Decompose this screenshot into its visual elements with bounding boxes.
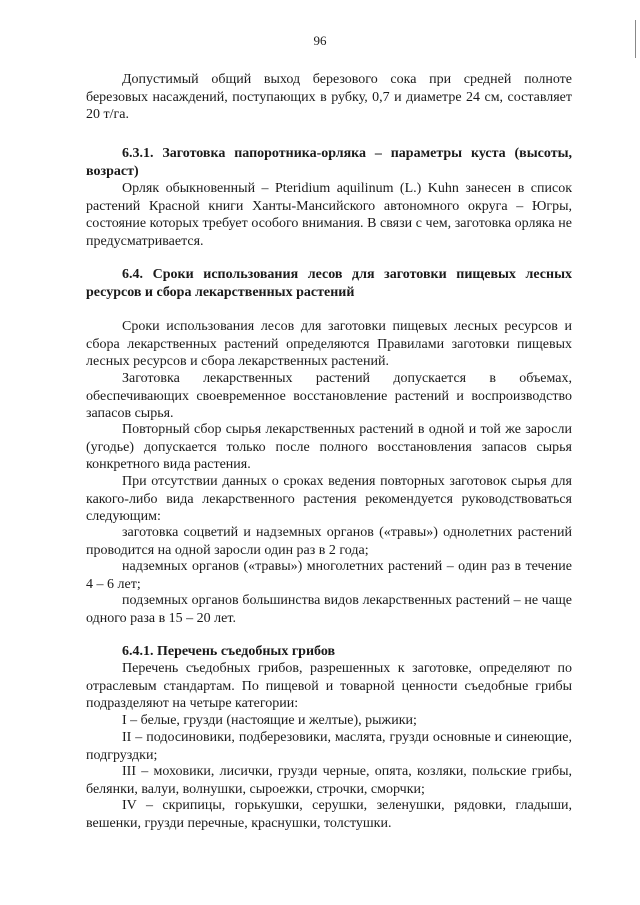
paragraph-perennial-plants: надземных органов («травы») многолетних растений – один раз в течение 4 – 6 лет;: [86, 559, 572, 592]
paragraph-mushroom-list: Перечень съедобных грибов, разрешенных к заготовке, определяют по отраслевым стандартам. По пищевой и товарной ценности съедобные грибы подразделяют на четыре категории:: [86, 661, 572, 711]
heading-6-3-1: 6.3.1. Заготовка папоротника-орляка – параметры куста (высоты, возраст): [86, 146, 572, 179]
mushroom-category-3: III – моховики, лисички, грузди черные, опята, козляки, польские грибы, белянки, валуи, волнушки, сыроежки, строчки, сморчки;: [86, 764, 572, 797]
mushroom-category-4: IV – скрипицы, горькушки, серушки, зеленушки, рядовки, гладыши, вешенки, грузди перечные, краснушки, толстушки.: [86, 798, 572, 831]
paragraph-repeat-collection: Повторный сбор сырья лекарственных растений в одной и той же заросли (угодье) допускается только после полного восстановления запасов сырья конкретного вида растения.: [86, 422, 572, 472]
paragraph-birch-sap: Допустимый общий выход березового сока при средней полноте березовых насаждений, поступающих в рубку, 0,7 и диаметре 24 см, составляет 20 т/га.: [86, 72, 572, 122]
heading-6-4: 6.4. Сроки использования лесов для заготовки пищевых лесных ресурсов и сбора лекарственных растений: [86, 267, 572, 300]
page-number: 96: [313, 33, 327, 48]
mushroom-category-2: II – подосиновики, подберезовики, маслята, грузди основные и синеющие, подгруздки;: [86, 730, 572, 763]
paragraph-recommendations: При отсутствии данных о сроках ведения повторных заготовок сырья для какого-либо вида лекарственного растения рекомендуется руководствоваться следующим:: [86, 474, 572, 524]
paragraph-usage-terms: Сроки использования лесов для заготовки пищевых лесных ресурсов и сбора лекарственных растений определяются Правилами заготовки пищевых лесных ресурсов и сбора лекарственных растений.: [86, 319, 572, 369]
paragraph-annual-plants: заготовка соцветий и надземных органов («травы») однолетних растений проводится на одной заросли один раз в 2 года;: [86, 525, 572, 558]
paragraph-bracken: Орляк обыкновенный – Pteridium aquilinum (L.) Kuhn занесен в список растений Красной книги Ханты-Мансийского автономного округа – Югры, состояние которых требует особого внимания. В связи с чем, заготовка орляка не предусматривается.: [86, 181, 572, 249]
paragraph-harvest-volumes: Заготовка лекарственных растений допускается в объемах, обеспечивающих своевременное восстановление растений и воспроизводство запасов сырья.: [86, 371, 572, 421]
heading-6-4-1: 6.4.1. Перечень съедобных грибов: [122, 644, 336, 659]
paragraph-underground-organs: подземных органов большинства видов лекарственных растений – не чаще одного раза в 15 – 20 лет.: [86, 593, 572, 626]
mushroom-category-1: I – белые, грузди (настоящие и желтые), рыжики;: [122, 713, 417, 728]
